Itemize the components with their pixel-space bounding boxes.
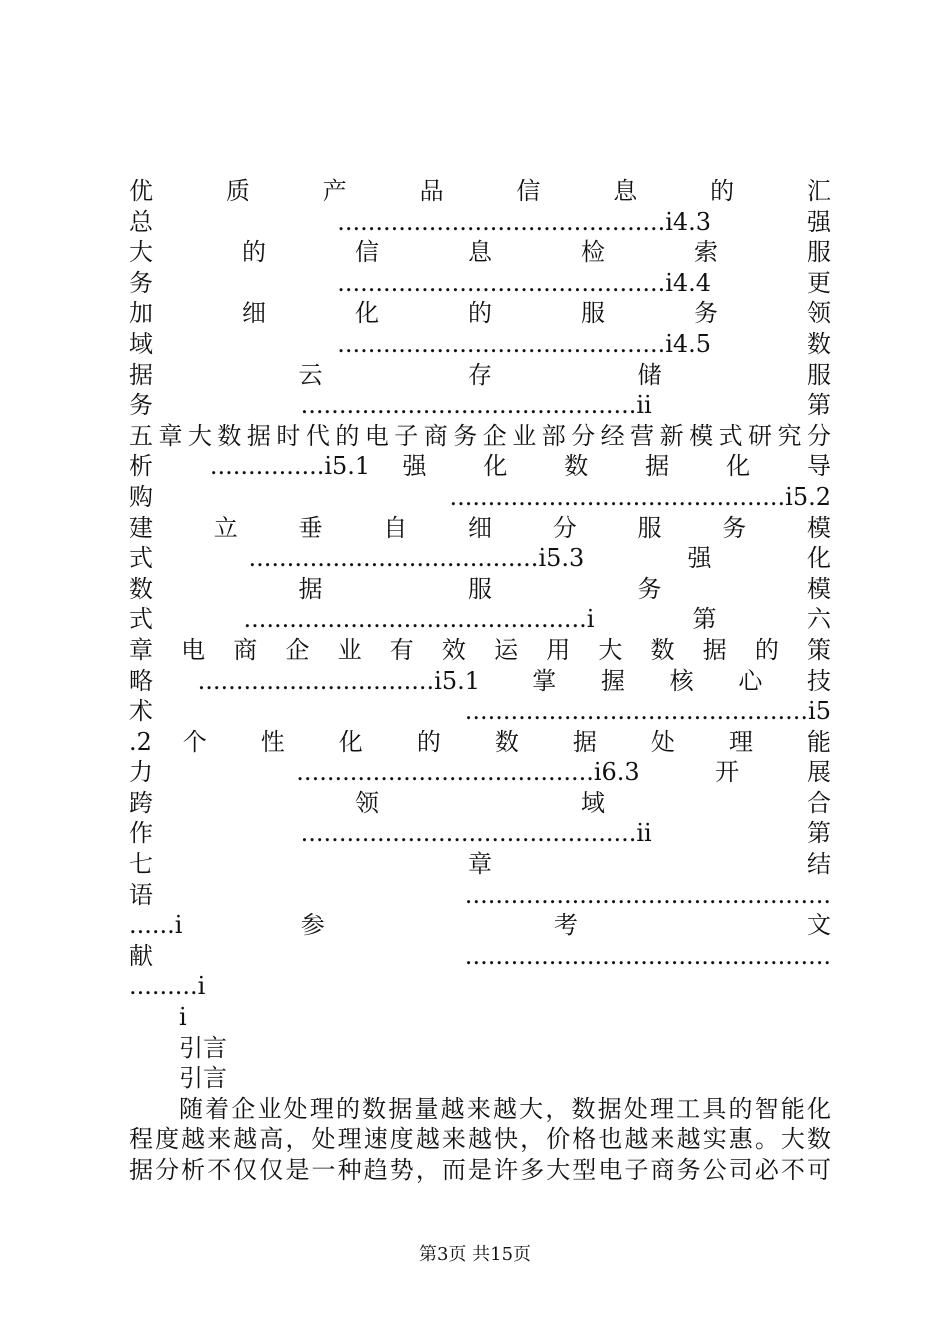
- toc-line: .2 个 性 化 的 数 据 处 理 能: [129, 727, 831, 756]
- toc-line: 析 ...............i5.1 强 化 数 据 化 导: [129, 452, 831, 481]
- toc-line: 术.............................................i5: [129, 697, 831, 726]
- toc-line: 章 电 商 企 业 有 效 运 用 大 数 据 的 策: [129, 635, 831, 664]
- body-paragraph-line: 程度越来越高，处理速度越来越快，价格也越来越实惠。大数: [129, 1125, 831, 1154]
- toc-line: 加 细 化 的 服 务 领: [129, 299, 831, 328]
- toc-line: 式.............................................i 第六: [129, 605, 831, 634]
- toc-line: ......i 参 考 文: [129, 911, 831, 940]
- toc-line: 略...............................i5.1 掌握核心技: [129, 666, 831, 695]
- toc-line: 购............................................i5.2: [129, 482, 831, 511]
- body-paragraph-line: 据分析不仅仅是一种趋势，而是许多大型电子商务公司必不可: [129, 1156, 831, 1184]
- section-heading: 引言: [179, 1033, 227, 1062]
- toc-line: 五章大数据时代的电子商务企业部分经营新模式研究分: [129, 421, 831, 450]
- roman-page-marker: i: [179, 1003, 187, 1032]
- toc-line: 务............................................ii 第: [129, 391, 831, 420]
- page-footer: 第3页 共15页: [418, 1244, 532, 1265]
- toc-line: 力 .......................................i6.3 开展: [129, 758, 831, 787]
- toc-line: 总 ...........................................i4.3 强: [129, 207, 831, 236]
- toc-line: 跨 领 域 合: [129, 788, 831, 817]
- toc-line: 七 章 结: [129, 850, 831, 879]
- toc-line: 献................................................: [129, 941, 831, 970]
- toc-line: 域 ...........................................i4.5 数: [129, 329, 831, 358]
- toc-line: 大 的 信 息 检 索 服: [129, 238, 831, 267]
- toc-line: 式......................................i5.3 强化: [129, 544, 831, 573]
- body-paragraph-line: 随着企业处理的数据量越来越大，数据处理工具的智能化: [179, 1094, 831, 1123]
- toc-line: 优 质 产 品 信 息 的 汇: [129, 177, 831, 205]
- toc-line: 据 云 存 储 服: [129, 360, 831, 389]
- toc-line: 建 立 垂 自 细 分 服 务 模: [129, 513, 831, 542]
- toc-line: 务 ...........................................i4.4 更: [129, 268, 831, 297]
- toc-line: 作............................................ii 第: [129, 819, 831, 848]
- toc-line: 语................................................: [129, 880, 831, 909]
- page-content: [129, 176, 831, 1186]
- toc-line: 数 据 服 务 模: [129, 574, 831, 603]
- section-heading: 引言: [179, 1064, 227, 1093]
- toc-line: .........i: [129, 972, 206, 1001]
